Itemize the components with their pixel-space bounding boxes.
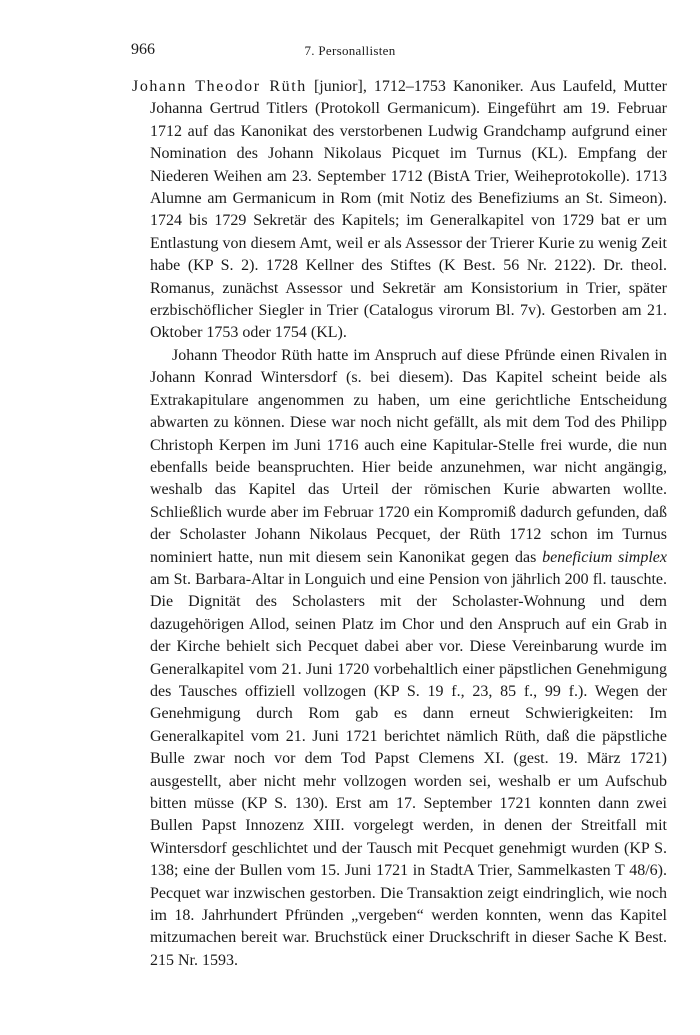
running-head: 7. Personallisten — [304, 43, 396, 58]
entry-text-2a: Johann Theodor Rüth hatte im Anspruch auf diese Pfründe einen Rivalen in Johann Konrad Wintersdorf (s. bei diesem). Das Kapitel scheint beide als Extrakapitulare angenommen zu haben, um eine gerichtliche Entscheidung abwarten zu können. Diese war noch nicht gefällt, als mit dem Tod des Philipp Christoph Kerpen im Juni 1716 auch eine Kapitular-Stelle frei wurde, die nun ebenfalls beide beanspruchten. Hier beide anzunehmen, war nicht angängig, weshalb das Kapitel das Urteil der römischen Kurie abwarten wollte. Schließlich wurde aber im Februar 1720 ein Kompromiß dadurch gefunden, daß der Scholaster Johann Nikolaus Pecquet, der Rüth 1712 schon im Turnus nominiert hatte, nun mit diesem sein Kanonikat gegen das — [150, 346, 667, 566]
person-name: Johann Theodor Rüth — [132, 78, 307, 95]
entry-paragraph-2 — [132, 345, 667, 972]
entry-text-2b: am St. Barbara-Altar in Longuich und eine Pension von jährlich 200 fl. tauschte. Die Dignität des Scholasters mit der Scholaster-Wohnung und dem dazugehörigen Allod, seinen Platz im Chor und den Anspruch auf ein Grab in der Kirche behielt sich Pecquet dabei aber vor. Diese Vereinbarung wurde im Generalkapitel vom 21. Juni 1720 vorbehaltlich einer päpstlichen Genehmigung des Tausches offiziell vollzogen (KP S. 19 f., 23, 85 f., 99 f.). Wegen der Genehmigung durch Rom gab es dann erneut Schwierigkeiten: Im Generalkapitel vom 21. Juni 1721 berichtet nämlich Rüth, daß die päpstliche Bulle zwar noch vor dem Tod Papst Clemens XI. (gest. 19. März 1721) ausgestellt, aber nicht mehr vollzogen worden sei, weshalb er um Aufschub bitten müsse (KP S. 130). Erst am 17. September 1721 konnten dann zwei Bullen Papst Innozenz XIII. vorgelegt werden, in denen der Streitfall mit Wintersdorf geschlichtet und der Tausch mit Pecquet genehmigt wurden (KP S. 138; eine der Bullen vom 15. Juni 1721 in StadtA Trier, Sammelkasten T 48/6). Pecquet war inzwischen gestorben. Die Transaktion zeigt eindringlich, wie noch im 18. Jahrhundert Pfründen „vergeben“ werden konnten, wenn das Kapitel mitzumachen bereit war. Bruchstück einer Druckschrift in dieser Sache K Best. 215 Nr. 1593. — [150, 570, 667, 969]
biography-entry — [132, 76, 667, 972]
entry-text-1: [junior], 1712–1753 Kanoniker. Aus Laufeld, Mutter Johanna Gertrud Titlers (Protokoll Germanicum). Eingeführt am 19. Februar 1712 auf das Kanonikat des verstorbenen Ludwig Grandchamp aufgrund einer Nomination des Johann Nikolaus Picquet im Turnus (KL). Empfang der Niederen Weihen am 23. September 1712 (BistA Trier, Weiheprotokolle). 1713 Alumne am Germanicum in Rom (mit Notiz des Benefiziums an St. Simeon). 1724 bis 1729 Sekretär des Kapitels; im Generalkapitel von 1729 bat er um Entlastung von diesem Amt, weil er als Assessor der Trierer Kurie zu wenig Zeit habe (KP S. 2). 1728 Kellner des Stiftes (K Best. 56 Nr. 2122). Dr. theol. Romanus, zunächst Assessor und Sekretär am Konsistorium in Trier, später erzbischöflicher Siegler in Trier (Catalogus virorum Bl. 7v). Gestorben am 21. Oktober 1753 oder 1754 (KL). — [150, 78, 667, 342]
entry-paragraph-1 — [132, 76, 667, 345]
latin-term: beneficium simplex — [542, 548, 667, 566]
page-number: 966 — [131, 41, 155, 58]
